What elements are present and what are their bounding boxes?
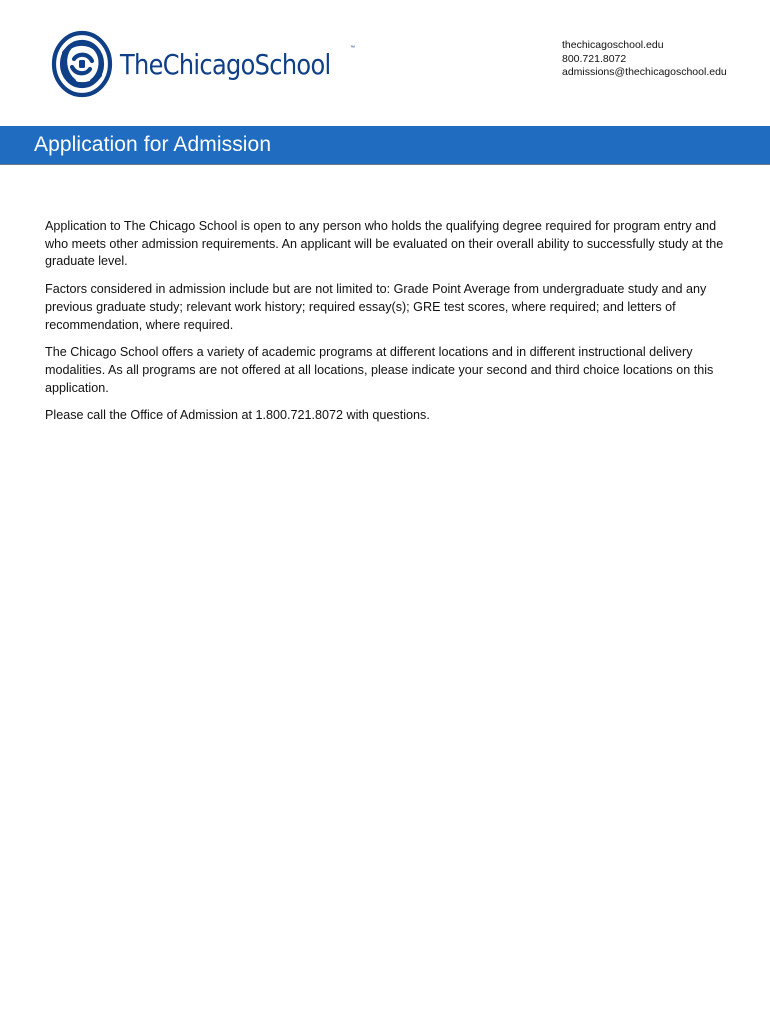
contact-block [562,39,727,80]
school-wordmark: TheChicagoSchool [120,47,331,81]
paragraph-admission-factors: Factors considered in admission include but are not limited to: Grade Point Average from undergraduate study and any previous graduate study; relevant work history; required essay(s); GRE test scores, where required; and letters of recommendation, where required. [45,282,707,332]
trademark-symbol: ™ [350,45,355,51]
paragraph-locations: The Chicago School offers a variety of academic programs at different locations and in different instructional delivery modalities. As all programs are not offered at all locations, please indicate your second and third choice locations on this application. [45,345,714,395]
email-link[interactable]: admissions@thechicagoschool.edu [562,66,727,78]
website-link[interactable]: thechicagoschool.edu [562,39,664,51]
intro-text [45,218,730,435]
paragraph-eligibility: Application to The Chicago School is open to any person who holds the qualifying degree required for program entry and who meets other admission requirements. An applicant will be evaluated on their overall ability to successfully study at the graduate level. [45,219,724,269]
paragraph-contact: Please call the Office of Admission at 1.800.721.8072 with questions. [45,408,430,423]
school-logo [50,28,365,100]
phone-number: 800.721.8072 [562,52,627,65]
title-band [0,126,770,165]
chicago-school-knot-icon [50,29,114,99]
page-title: Application for Admission [34,133,272,156]
